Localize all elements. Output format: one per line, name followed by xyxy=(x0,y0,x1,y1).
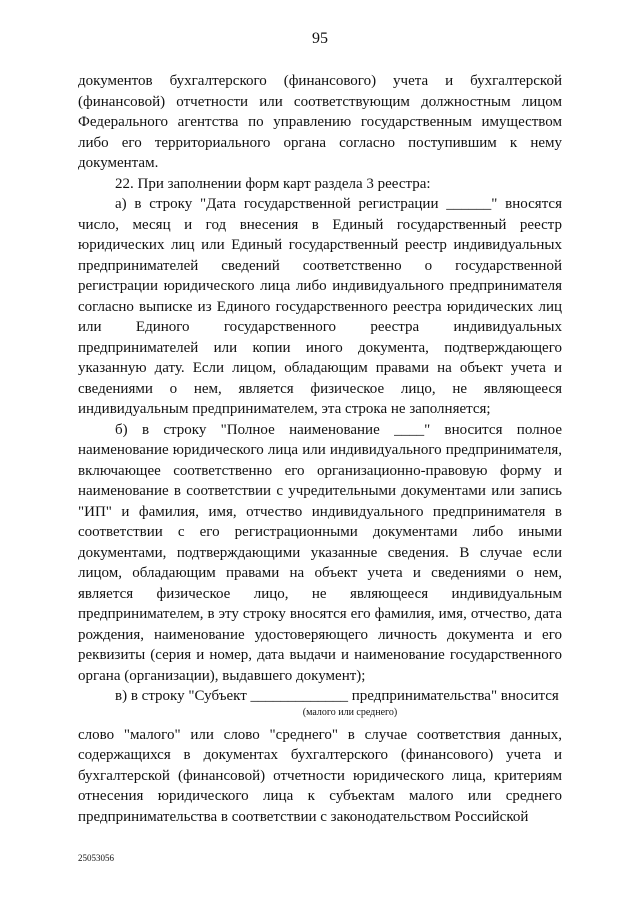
paragraph: 22. При заполнении форм карт раздела 3 реестра: xyxy=(115,175,431,192)
paragraph: б) в строку "Полное наименование ____" вносится полное наименование юридического лица или индивидуального предпринимателя, включающее соответственно его организационно-правовую форму и наименование в соответствии с учредительными документами или запись "ИП" и фамилия, имя, отчество индивидуального предпринимателя в соответствии с его регистрационными документами либо иными документами, подтверждающими указанные сведения. В случае если лицом, обладающим правами на объект учета и сведениями о нем, является физическое лицо, не являющееся индивидуальным предпринимателем, в эту строку вносятся его фамилия, имя, отчество, дата рождения, наименование удостоверяющего личность документа и его реквизиты (серия и номер, дата выдачи и наименование государственного органа (организации), выдавшего документ); xyxy=(78,421,562,684)
document-code: 25053056 xyxy=(78,853,114,863)
field-note: (малого или среднего) xyxy=(302,706,398,718)
paragraph: слово "малого" или слово "среднего" в случае соответствия данных, содержащихся в документах бухгалтерского (финансового) учета и бухгалтерской (финансовой) отчетности юридического лица, критериям отнесения юридического лица к субъектам малого или среднего предпринимательства в соответствии с законодательством Российской xyxy=(78,726,562,825)
paragraph: документов бухгалтерского (финансового) учета и бухгалтерской (финансовой) отчетности или соответствующим должностным лицом Федерального агентства по управлению государственным имуществом либо его территориального органа согласно поступившим к нему документам. xyxy=(78,73,562,171)
page-number: 95 xyxy=(312,30,328,47)
paragraph: а) в строку "Дата государственной регистрации ______" вносятся число, месяц и год внесения в Единый государственный реестр юридических лиц или Единый государственный реестр индивидуальных предпринимателей сведений соответственно о государственной регистрации юридического лица либо индивидуального предпринимателя согласно выписке из Единого государственного реестра юридических лиц или Единого государственного реестра индивидуальных предпринимателей или копии иного документа, подтверждающего указанную дату. Если лицом, обладающим правами на объект учета и сведениями о нем, является физическое лицо, не являющееся индивидуальным предпринимателем, эта строка не заполняется; xyxy=(78,196,562,417)
paragraph: в) в строку "Субъект _____________ предпринимательства" вносится xyxy=(115,688,559,704)
document-body xyxy=(78,71,562,827)
